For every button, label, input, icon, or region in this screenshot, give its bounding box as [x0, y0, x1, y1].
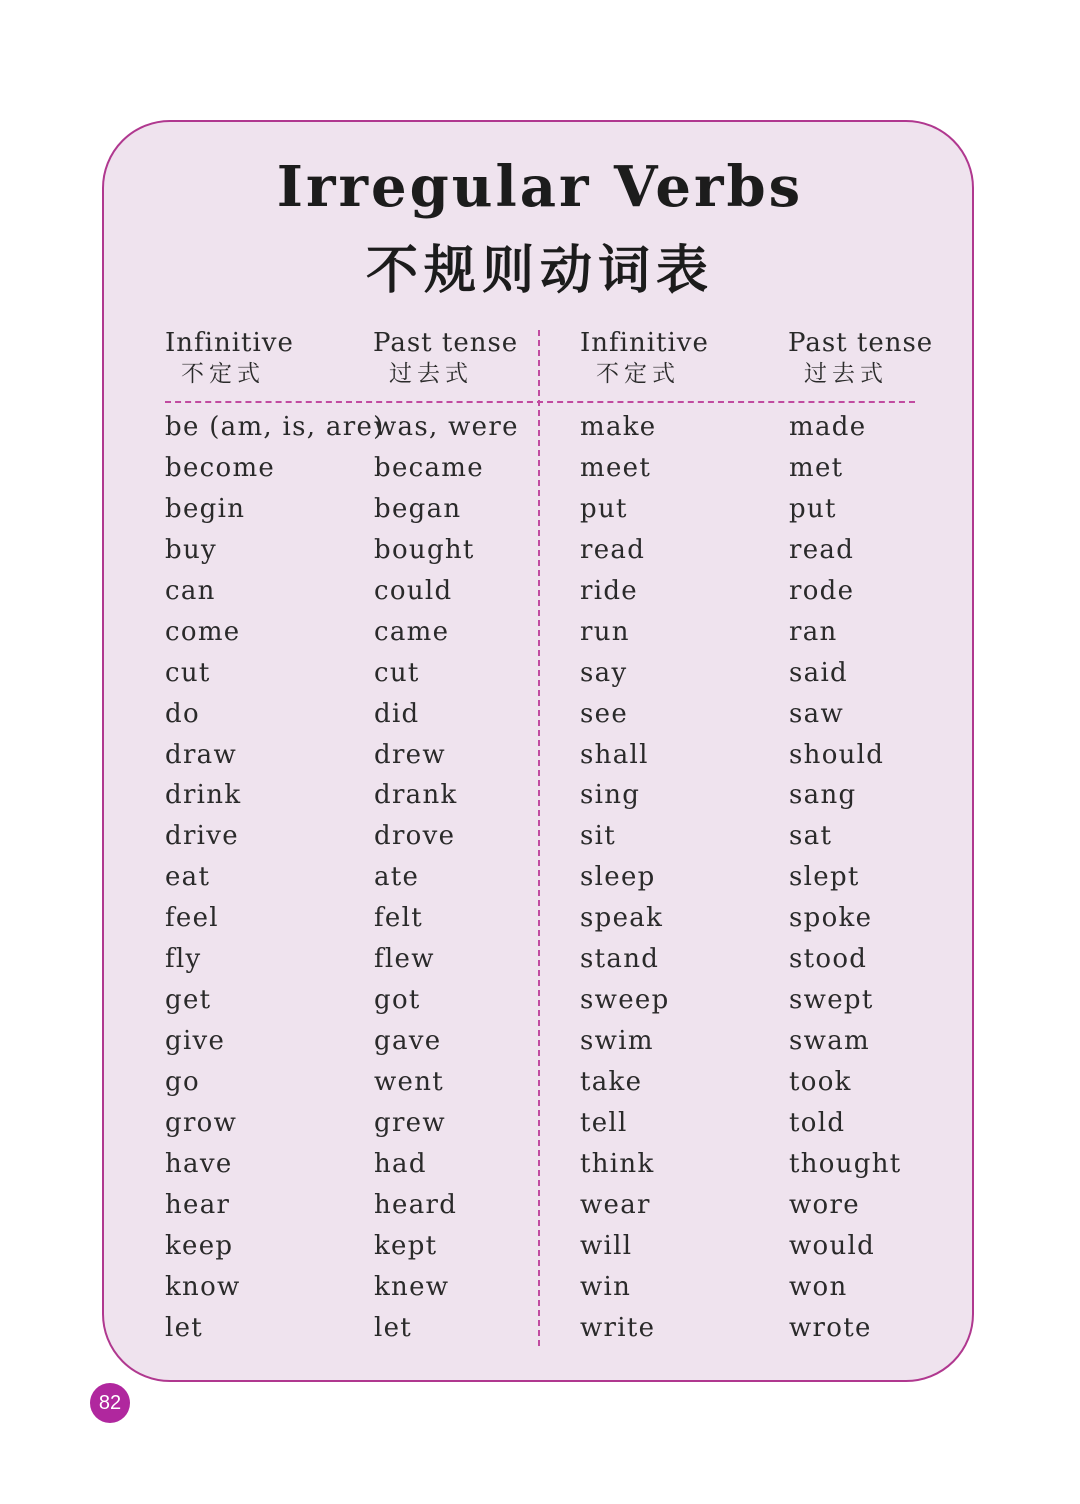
- verb-cell: stood: [789, 944, 868, 975]
- header-infinitive-label: Infinitive: [580, 328, 709, 358]
- verb-cell: stand: [580, 944, 660, 975]
- verb-cell: know: [165, 1271, 241, 1302]
- verb-cell: say: [580, 657, 628, 688]
- page-number-badge: 82: [90, 1383, 130, 1423]
- verb-cell: will: [580, 1230, 633, 1261]
- verb-cell: drew: [374, 739, 446, 770]
- verb-cell: hear: [165, 1189, 231, 1220]
- verb-cell: could: [374, 575, 453, 606]
- header-infinitive-zh: 不定式: [596, 361, 680, 387]
- verb-cell: told: [789, 1107, 846, 1138]
- header-divider: [165, 401, 915, 403]
- verb-cell: sing: [580, 780, 641, 811]
- verb-cell: sweep: [580, 985, 670, 1016]
- verb-cell: swim: [580, 1026, 654, 1057]
- verb-cell: gave: [374, 1026, 442, 1057]
- verb-cell: knew: [374, 1271, 450, 1302]
- header-past-zh: 过去式: [389, 361, 473, 387]
- verb-cell: see: [580, 698, 629, 729]
- verb-cell: go: [165, 1067, 200, 1097]
- verb-cell: had: [374, 1148, 427, 1179]
- verb-cell: drove: [374, 821, 456, 852]
- verb-cell: came: [374, 616, 450, 647]
- verb-cell: ate: [374, 862, 420, 893]
- verb-cell: do: [165, 698, 200, 729]
- verb-cell: would: [789, 1230, 876, 1261]
- verb-cell: grew: [374, 1107, 446, 1138]
- verb-cell: cut: [165, 657, 211, 688]
- verb-cell: make: [580, 412, 657, 442]
- verb-cell: said: [789, 657, 849, 688]
- verb-cell: ride: [580, 575, 638, 606]
- verb-cell: drink: [165, 780, 242, 811]
- verb-cell: tell: [580, 1107, 628, 1138]
- verb-cell: sit: [580, 821, 617, 852]
- header-infinitive-zh: 不定式: [181, 361, 265, 387]
- verb-cell: speak: [580, 903, 664, 934]
- verb-cell: meet: [580, 452, 652, 483]
- verb-cell: got: [374, 985, 421, 1016]
- verb-cell: let: [374, 1312, 413, 1343]
- verb-cell: get: [165, 985, 212, 1016]
- left-past-column: [374, 407, 519, 1349]
- verb-cell: slept: [789, 862, 860, 893]
- verb-cell: became: [374, 452, 484, 483]
- verb-cell: swam: [789, 1026, 870, 1057]
- verb-cell: wear: [580, 1189, 651, 1220]
- verb-cell: began: [374, 493, 462, 524]
- header-infinitive-right: [580, 328, 709, 390]
- verb-cell: drive: [165, 821, 239, 852]
- verb-cell: give: [165, 1026, 226, 1057]
- verb-cell: took: [789, 1067, 852, 1097]
- verb-cell: ran: [789, 616, 838, 647]
- page-title-chinese: 不规则动词表: [365, 241, 714, 301]
- verb-cell: be (am, is, are): [165, 412, 385, 442]
- verb-cell: buy: [165, 534, 217, 565]
- verb-cell: thought: [789, 1148, 902, 1179]
- verb-cell: kept: [374, 1230, 438, 1261]
- verb-cell: drank: [374, 780, 458, 811]
- verb-cell: grow: [165, 1107, 238, 1138]
- verb-cell: begin: [165, 493, 246, 524]
- verb-cell: win: [580, 1271, 632, 1302]
- verb-cell: did: [374, 698, 420, 729]
- verb-cell: bought: [374, 534, 475, 565]
- column-divider: [538, 330, 540, 1346]
- verb-cell: draw: [165, 739, 238, 770]
- header-infinitive-label: Infinitive: [165, 328, 294, 358]
- verb-cell: take: [580, 1067, 643, 1097]
- verb-cell: saw: [789, 698, 844, 729]
- header-past-label: Past tense: [373, 328, 519, 358]
- verb-cell: become: [165, 452, 276, 483]
- page-title: Irregular Verbs: [276, 154, 804, 220]
- verb-cell: feel: [165, 903, 219, 934]
- header-past-left: [373, 328, 518, 390]
- verb-cell: was, were: [374, 412, 519, 442]
- verb-cell: wrote: [789, 1312, 872, 1343]
- verb-cell: made: [789, 412, 867, 442]
- verb-cell: let: [165, 1312, 204, 1343]
- verb-cell: swept: [789, 985, 874, 1016]
- verb-cell: cut: [374, 657, 420, 688]
- verb-cell: sleep: [580, 862, 656, 893]
- verb-cell: put: [789, 493, 837, 524]
- verb-cell: flew: [374, 944, 435, 975]
- verb-cell: can: [165, 575, 216, 606]
- header-infinitive-left: [165, 328, 294, 390]
- header-past-right: [788, 328, 933, 390]
- verb-cell: heard: [374, 1189, 458, 1220]
- verb-cell: sat: [789, 821, 833, 852]
- verb-cell: sang: [789, 780, 857, 811]
- verb-cell: spoke: [789, 903, 873, 934]
- verb-cell: read: [789, 534, 855, 565]
- verb-cell: have: [165, 1148, 233, 1179]
- verb-cell: run: [580, 616, 630, 647]
- header-past-zh: 过去式: [804, 361, 888, 387]
- verb-cell: think: [580, 1148, 655, 1179]
- verb-cell: should: [789, 739, 885, 770]
- verb-cell: shall: [580, 739, 649, 770]
- verb-cell: wore: [789, 1189, 860, 1220]
- left-infinitive-column: [165, 407, 385, 1349]
- right-infinitive-column: [580, 407, 670, 1349]
- verb-cell: write: [580, 1312, 656, 1343]
- right-past-column: [789, 407, 902, 1349]
- verb-cell: fly: [165, 944, 202, 975]
- verb-cell: felt: [374, 903, 423, 934]
- header-past-label: Past tense: [788, 328, 934, 358]
- verb-cell: come: [165, 616, 241, 647]
- verb-cell: won: [789, 1271, 848, 1302]
- verb-cell: keep: [165, 1230, 234, 1261]
- verb-cell: put: [580, 493, 628, 524]
- verb-cell: met: [789, 452, 844, 483]
- verb-cell: eat: [165, 862, 211, 893]
- verb-cell: rode: [789, 575, 855, 606]
- verb-cell: read: [580, 534, 646, 565]
- verb-cell: went: [374, 1067, 445, 1097]
